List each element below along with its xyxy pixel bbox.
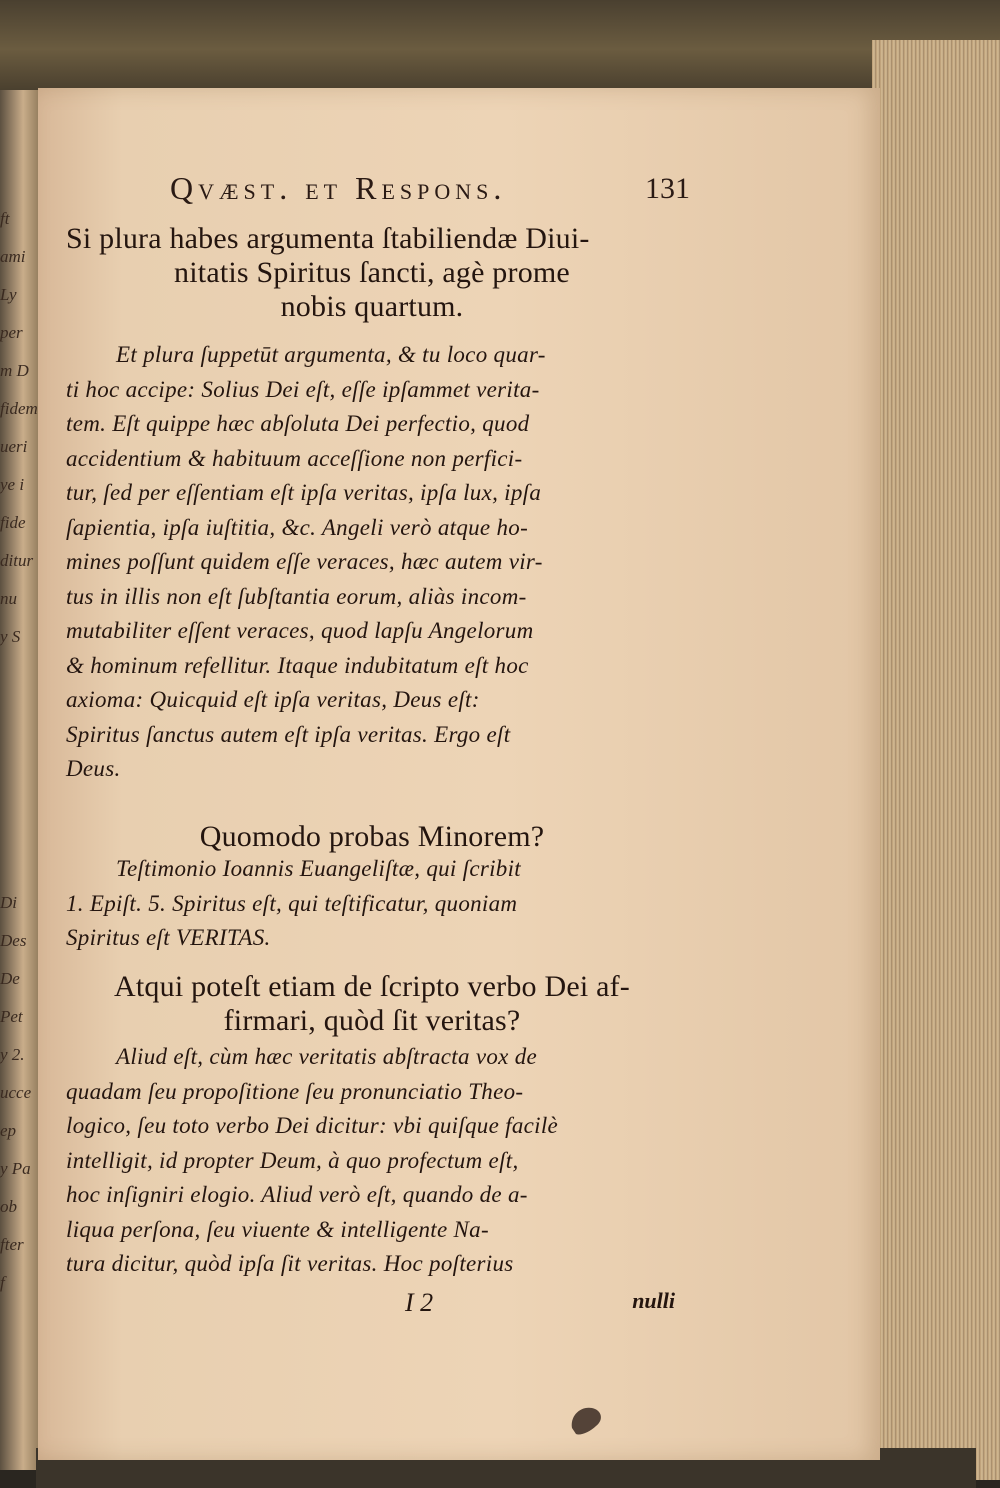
left-fragment-line: y Pa: [0, 1159, 31, 1178]
left-fragment-line: per: [0, 323, 23, 342]
answer-line: tura dicitur, quòd ipſa ſit veritas. Hoc poſterius: [66, 1251, 514, 1276]
left-fragment-line: Pet: [0, 1007, 23, 1026]
left-fragment-line: ami: [0, 247, 26, 266]
answer-line: Teſtimonio Ioannis Euangeliſtæ, qui ſcribit: [116, 856, 521, 881]
answer-line: logico, ſeu toto verbo Dei dicitur: vbi quiſque facilè: [66, 1113, 559, 1138]
left-fragment-line: fidem: [0, 399, 38, 418]
answer-line: hoc inſigniri elogio. Aliud verò eſt, quando de a-: [66, 1182, 528, 1207]
answer-line: mutabiliter eſſent veraces, quod lapſu Angelorum: [66, 618, 534, 643]
left-fragment-line: [0, 656, 34, 694]
answer-line: tur, ſed per eſſentiam eſt ipſa veritas, ipſa lux, ipſa: [66, 480, 542, 505]
answer-line: quadam ſeu propoſitione ſeu pronunciatio Theo-: [66, 1078, 524, 1104]
left-fragment-line: nu: [0, 589, 17, 608]
answer-line: tem. Eſt quippe hæc abſoluta Dei perfectio, quod: [66, 411, 530, 436]
answer-block: [66, 852, 678, 956]
page-number: 131: [645, 172, 690, 205]
answer-block: [66, 1040, 678, 1282]
left-fragment-line: m D: [0, 361, 29, 380]
left-fragment-line: ucce: [0, 1083, 32, 1102]
left-fragment-line: fide: [0, 513, 26, 532]
left-fragment-line: Di: [0, 893, 17, 912]
answer-block: [66, 338, 678, 787]
running-head: [170, 162, 690, 218]
question-line: Atqui poteſt etiam de ſcripto verbo Dei af-: [114, 970, 630, 1003]
question-block: [66, 820, 678, 854]
left-fragment-line: fter: [0, 1235, 24, 1254]
left-fragment-line: [0, 694, 34, 732]
left-fragment-line: ob: [0, 1197, 17, 1216]
answer-line: 1. Epiſt. 5. Spiritus eſt, qui teſtificatur, quoniam: [66, 890, 518, 916]
answer-line: Spiritus eſt VERITAS.: [66, 925, 271, 950]
left-fragment-line: ft: [0, 209, 10, 228]
answer-line: & hominum refellitur. Itaque indubitatum eſt hoc: [66, 652, 529, 678]
question-line: nobis quartum.: [280, 290, 464, 323]
left-fragment-line: [0, 732, 34, 770]
left-fragment-line: ye i: [0, 475, 25, 494]
question-line: Quomodo probas Minorem?: [199, 820, 545, 853]
left-fragment-line: y S: [0, 627, 21, 646]
question-block: [66, 222, 678, 324]
left-fragment-line: ditur: [0, 551, 34, 570]
answer-line: intelligit, id propter Deum, à quo profectum eſt,: [66, 1147, 519, 1173]
answer-line: ti hoc accipe: Solius Dei eſt, eſſe ipſammet verita-: [66, 376, 540, 402]
answer-line: tus in illis non eſt ſubſtantia eorum, aliàs incom-: [66, 583, 527, 609]
question-line: nitatis Spiritus ſancti, agè prome: [174, 256, 570, 289]
page-block-edge: [872, 40, 1000, 1480]
catchword: nulli: [632, 1288, 675, 1313]
running-head-title: Qvæst. et Respons.: [170, 170, 507, 206]
ink-blot-mark: [566, 1398, 608, 1440]
left-fragment-line: [0, 846, 34, 884]
left-fragment-line: ueri: [0, 437, 28, 456]
signature-mark: I 2: [405, 1288, 434, 1317]
question-block: [66, 970, 678, 1038]
left-fragment-line: De: [0, 969, 20, 988]
left-fragment-line: Des: [0, 931, 27, 950]
answer-line: axioma: Quicquid eſt ipſa veritas, Deus eſt:: [66, 687, 480, 712]
question-line: firmari, quòd ſit veritas?: [223, 1004, 521, 1037]
left-fragment-line: ep: [0, 1121, 17, 1140]
left-fragment-line: [0, 808, 34, 846]
answer-line: mines poſſunt quidem eſſe veraces, hæc autem vir-: [66, 549, 543, 574]
answer-line: Spiritus ſanctus autem eſt ipſa veritas. Ergo eſt: [66, 721, 511, 747]
answer-line: liqua perſona, ſeu viuente & intelligente Na-: [66, 1216, 489, 1242]
answer-line: ſapientia, ipſa iuſtitia, &c. Angeli verò atque ho-: [66, 514, 529, 540]
left-fragment-line: y 2.: [0, 1045, 25, 1064]
page-footer: [405, 1288, 675, 1328]
question-line: Si plura habes argumenta ſtabiliendæ Diui-: [66, 222, 590, 255]
left-fragment-line: [0, 770, 34, 808]
left-page-fragment: [0, 200, 38, 1292]
left-fragment-line: f: [0, 1273, 5, 1292]
left-fragment-line: Ly: [0, 285, 17, 304]
answer-line: Aliud eſt, cùm hæc veritatis abſtracta vox de: [116, 1044, 538, 1069]
answer-line: accidentium & habituum acceſſione non perfici-: [66, 445, 523, 471]
answer-line: Deus.: [66, 756, 121, 781]
answer-line: Et plura ſuppetūt argumenta, & tu loco quar-: [116, 342, 546, 367]
